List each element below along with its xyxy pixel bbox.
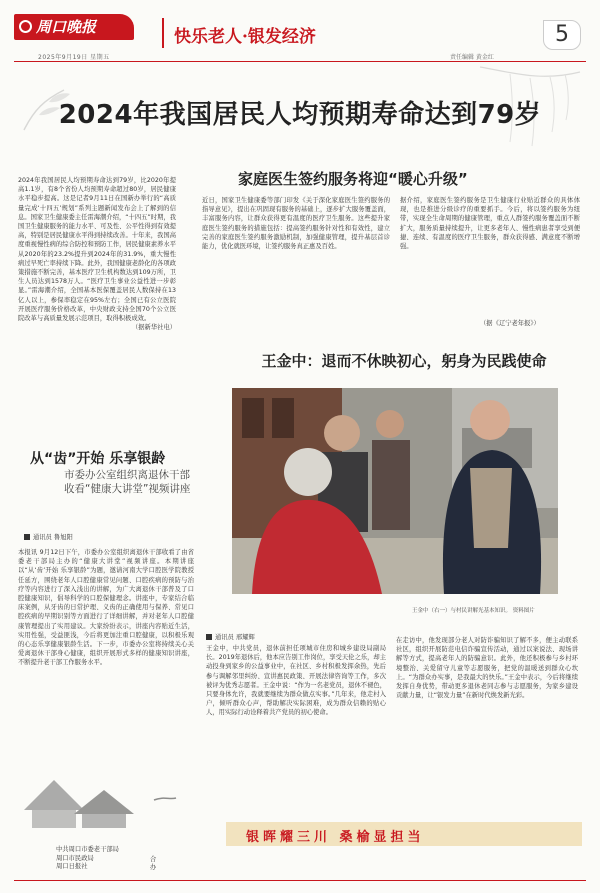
byline-text: 通讯员 邢耀辉 bbox=[215, 634, 255, 641]
organizer-line: 周口日报社 bbox=[56, 863, 88, 871]
column-text: 在走访中，他发现部分老人对防诈骗知识了解不多，便主动联系社区，组织开展防范电信诈骗宣传活动，通过以案说法、现场讲解等方式，提高老年人的防骗意识。此外，他还积极参与乡村环境整治、关爱留守儿童等志愿服务，把党的温暖送到群众心坎上。“为群众办实事，是我最大的快乐。”王金中表示，今后将继续发挥自身优势，带动更多退休老同志参与志愿服务，为家乡建设贡献力量，让“银发力量”在新时代焕发新光彩。 bbox=[396, 637, 578, 700]
news-photo bbox=[232, 388, 558, 594]
byline-text: 通讯员 鲁旭阳 bbox=[33, 534, 73, 541]
wang-column-2 bbox=[396, 636, 578, 836]
main-headline: 2024年我国居民人均预期寿命达到79岁 bbox=[58, 100, 542, 130]
organizer-line: 周口市民政局 bbox=[56, 854, 94, 862]
logo-mark-icon bbox=[19, 20, 32, 33]
editor-credit: 责任编辑 黄金红 bbox=[450, 54, 494, 61]
column-text: 近日，国家卫生健康委等部门印发《关于深化家庭医生签约服务的指导意见》，提出在巩固现有服务的基础上，逐步扩大服务覆盖面，丰富服务内容，让群众获得更有温度的医疗卫生服务。这些提升家庭医生签约服务的措施包括：提高签约服务针对性和有效性，建立完善的家庭医生签约服务激励机制，加强健康管理，提升基层首诊能力，优化就医环境，让签约服务真正惠及百姓。 bbox=[202, 197, 390, 251]
paper-logo bbox=[14, 14, 134, 40]
article-source: （据新华社电） bbox=[131, 324, 176, 332]
life-expectancy-article bbox=[18, 176, 176, 424]
elderly-people-outdoor-photo-icon bbox=[232, 388, 558, 594]
family-doctor-column-2 bbox=[400, 196, 580, 316]
bottom-rule bbox=[14, 880, 586, 881]
byline-square-icon bbox=[206, 634, 212, 640]
dental-headline: 从“齿”开始 乐享银龄 bbox=[30, 451, 166, 467]
family-doctor-headline: 家庭医生签约服务将迎“暖心升级” bbox=[238, 170, 468, 188]
family-doctor-column-1 bbox=[202, 196, 390, 316]
column-text: 据介绍，家庭医生签约服务是卫生健康行业贴近群众的具体体现，也是推进分级诊疗的重要抓手。今后，将以签约服务为纽带，实现全生命周期的健康管理，重点人群签约服务覆盖面不断扩大，服务质量持续提升，让更多老年人、慢性病患者享受到便捷、连续、有温度的医疗卫生服务，群众获得感、满意度不断增强。 bbox=[400, 197, 580, 251]
family-doctor-source: （据《辽宁老年报》） bbox=[480, 320, 540, 327]
paper-name: 周口晚报 bbox=[36, 18, 97, 36]
footer-slogan: 银晖耀三川 桑榆显担当 bbox=[246, 830, 425, 845]
wang-column-1 bbox=[206, 644, 386, 836]
dental-subheadline: 市委办公室组织离退休干部收看“健康大讲堂”视频讲座 bbox=[64, 469, 191, 495]
masthead bbox=[0, 0, 600, 64]
dental-article bbox=[18, 548, 194, 774]
column-text: 王金中，中共党员，退休前担任项城市住房和城乡建设局副局长。2019年退休后，他本应告别工作岗位，享受天伦之乐，却主动投身到家乡的公益事业中，在社区、乡村积极发挥余热，先后参与调解邻里纠纷、宣讲惠民政策、开展法律咨询等工作，多次被评为优秀志愿者。王金中说：“作为一名老党员，退休不褪色，只要身体允许，我就要继续为群众做点实事。”几年来，他走村入户，倾听群众心声，帮助解决实际困难，成为群众信赖的贴心人，用实际行动诠释着共产党员的初心使命。 bbox=[206, 645, 386, 717]
dental-byline bbox=[24, 532, 73, 541]
photo-caption: 王金中（右一）与村民讲解光基本知识。 资料图片 bbox=[412, 608, 535, 614]
column-title: 快乐老人·银发经济 bbox=[174, 27, 316, 47]
article-body: 本报讯 9月12日下午，市委办公室组织离退休干部收看了由省委老干部局主办的“健康大讲堂”视频讲座。本期讲座以“从‘齿’开始 乐享银龄”为题，邀请河南大学口腔医学院教授任延方，围绕老年人口腔健康常见问题、口腔疾病的预防与治疗等内容进行了深入浅出的讲解，为广大离退休干部普及了口腔健康知识，倡导科学的口腔保健理念。讲座中，专家结合临床案例，从牙齿的日常护理、义齿的正确使用与保养、常见口腔疾病的早期识别等方面进行了详细讲解，并对老年人口腔健康管理提出了实用建议。大家纷纷表示，讲座内容贴近生活，实用性强，受益匪浅，今后将更加注重口腔健康，以积极乐观的心态乐享健康银龄生活。下一步，市委办公室将持续关心关爱离退休干部身心健康，组织开展形式多样的健康知识讲座，不断提升老干部工作服务水平。 bbox=[18, 549, 194, 667]
organizers bbox=[56, 846, 206, 872]
joint-host-label: 合办 bbox=[150, 856, 157, 871]
byline-square-icon bbox=[24, 534, 30, 540]
ink-house-decoration-icon bbox=[14, 760, 200, 830]
page-number: 5 bbox=[543, 20, 581, 50]
organizer-line: 中共周口市委老干部局 bbox=[56, 846, 119, 853]
article-body: 2024年我国居民人均预期寿命达到79岁，比2020年提高1.1岁，有8个省份人均预期寿命超过80岁，居民健康水平稳步提高。这是记者9月11日在国新办举行的“高质量完成‘十四五’规划”系列主题新闻发布会上了解到的信息。国家卫生健康委主任雷海潮介绍，“十四五”时期，我国卫生健康服务的能力水平、可及性、公平性得到有效提高，特别是居民健康水平得到持续改善。十年来，我国高度重视慢性病的综合防控和预防工作，居民健康素养水平从2020年的23.2%提升到2024年的31.9%，重大慢性病过早死亡率持续下降。此外，我国健康老龄化的各项政策措施不断完善，基本医疗卫生机构数达到109万所，卫生人员达到1578万人。“医疗卫生事业公益性进一步彰显。”雷海潮介绍，全国基本医保覆盖居民人数保持在13亿人以上，参保率稳定在95%左右；全国已有公立医院开展医疗服务价格改革，中央财政支持全国70个公立医院改革与高质量发展示范项目，取得积极成效。 bbox=[18, 177, 176, 323]
wang-jinzhong-headline: 王金中：退而不休映初心，躬身为民践使命 bbox=[261, 352, 547, 370]
wang-byline bbox=[206, 632, 255, 641]
issue-date: 2025年9月19日 星期五 bbox=[38, 54, 110, 61]
masthead-divider bbox=[162, 18, 164, 48]
